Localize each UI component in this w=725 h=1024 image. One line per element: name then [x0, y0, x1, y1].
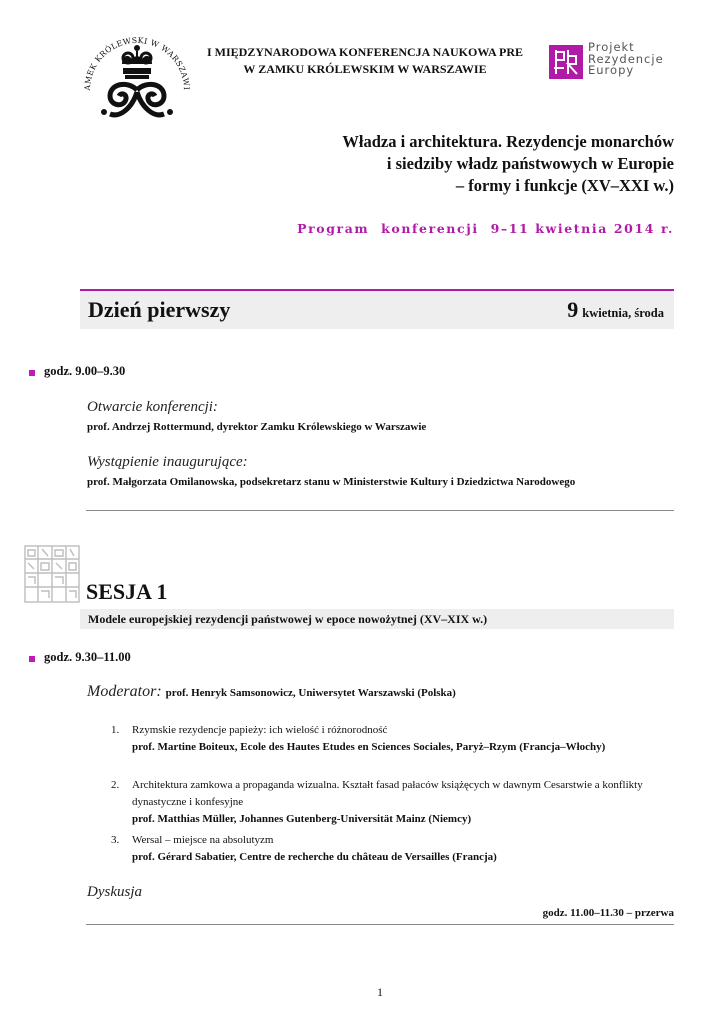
bullet-icon: [29, 656, 35, 662]
day-weekday: kwietnia, środa: [582, 306, 664, 320]
divider: [86, 924, 674, 925]
program-dates: Program konferencji 9–11 kwietnia 2014 r.: [297, 221, 674, 236]
day-header: [80, 289, 674, 329]
lecture-number: 1.: [111, 724, 120, 736]
break-time: godz. 11.00–11.30 – przerwa: [542, 907, 674, 919]
logo-arc-text: AMEK KRÓLEWSKI W WARSZAWI: [82, 35, 192, 91]
lecture-item: [111, 722, 673, 756]
day-title: Dzień pierwszy: [88, 297, 231, 322]
conference-line-1: I MIĘDZYNARODOWA KONFERENCJA NAUKOWA PRE: [206, 45, 524, 59]
conference-title: [220, 131, 674, 197]
session-pattern-icon: [24, 545, 80, 603]
lecture-item: [111, 777, 673, 828]
lecture-item: [111, 832, 673, 866]
page-number: 1: [377, 985, 383, 999]
partner-word-3: Europy: [588, 63, 635, 77]
conference-name: [200, 44, 530, 78]
divider: [86, 510, 674, 511]
lecture-number: 3.: [111, 834, 120, 846]
lecture-speaker: prof. Matthias Müller, Johannes Gutenberg-Universität Mainz (Niemcy): [132, 813, 472, 825]
partner-word-2: Rezydencje: [588, 51, 664, 66]
title-line-2: i siedziby władz państwowych w Europie: [386, 154, 674, 173]
lecture-title: Architektura zamkowa a propaganda wizualna. Kształt fasad pałaców książęcych w dawnym Cesarstwie a konflikty dynastyczne i konfesyjne: [132, 779, 643, 808]
lecture-number: 2.: [111, 779, 120, 791]
partner-logo: [548, 40, 688, 84]
session-title: SESJA 1: [86, 579, 168, 604]
crown-seal-icon: [72, 28, 202, 138]
title-line-3: – formy i funkcje (XV–XXI w.): [455, 176, 674, 195]
castle-logo: [72, 28, 202, 138]
opening-time: godz. 9.00–9.30: [44, 364, 126, 378]
lattice-icon: [24, 545, 80, 603]
lecture-speaker: prof. Gérard Sabatier, Centre de recherche du château de Versailles (Francja): [132, 851, 497, 863]
opening-item-speaker: prof. Andrzej Rottermund, dyrektor Zamku Królewskiego w Warszawie: [87, 421, 427, 433]
rezydencje-logo-icon: [548, 44, 584, 80]
inaugural-title: Wystąpienie inaugurujące:: [87, 454, 248, 470]
discussion-label: Dyskusja: [87, 884, 142, 900]
session-subtitle-bar: [80, 609, 674, 629]
moderator-name: prof. Henryk Samsonowicz, Uniwersytet Warszawski (Polska): [165, 687, 456, 699]
lecture-title: Rzymskie rezydencje papieży: ich wielość i różnorodność: [132, 724, 388, 736]
moderator-line: [87, 683, 456, 701]
session-subtitle: Modele europejskiej rezydencji państwowej w epoce nowożytnej (XV–XIX w.): [88, 612, 488, 626]
partner-name: [588, 42, 664, 77]
partner-word-1: Projekt: [588, 40, 635, 54]
bullet-icon: [29, 370, 35, 376]
session-time: godz. 9.30–11.00: [44, 650, 131, 664]
opening-item-title: Otwarcie konferencji:: [87, 399, 218, 415]
lecture-title: Wersal – miejsce na absolutyzm: [132, 834, 274, 846]
conference-line-2: W ZAMKU KRÓLEWSKIM W WARSZAWIE: [243, 62, 487, 76]
moderator-label: Moderator:: [87, 683, 162, 700]
inaugural-speaker: prof. Małgorzata Omilanowska, podsekretarz stanu w Ministerstwie Kultury i Dziedzictwa Narodowego: [87, 476, 576, 488]
lecture-speaker: prof. Martine Boiteux, Ecole des Hautes Etudes en Sciences Sociales, Paryż–Rzym (Francja–Włochy): [132, 741, 606, 753]
day-number: 9: [567, 297, 579, 322]
day-date: [567, 297, 664, 323]
title-line-1: Władza i architektura. Rezydencje monarchów: [342, 132, 674, 151]
